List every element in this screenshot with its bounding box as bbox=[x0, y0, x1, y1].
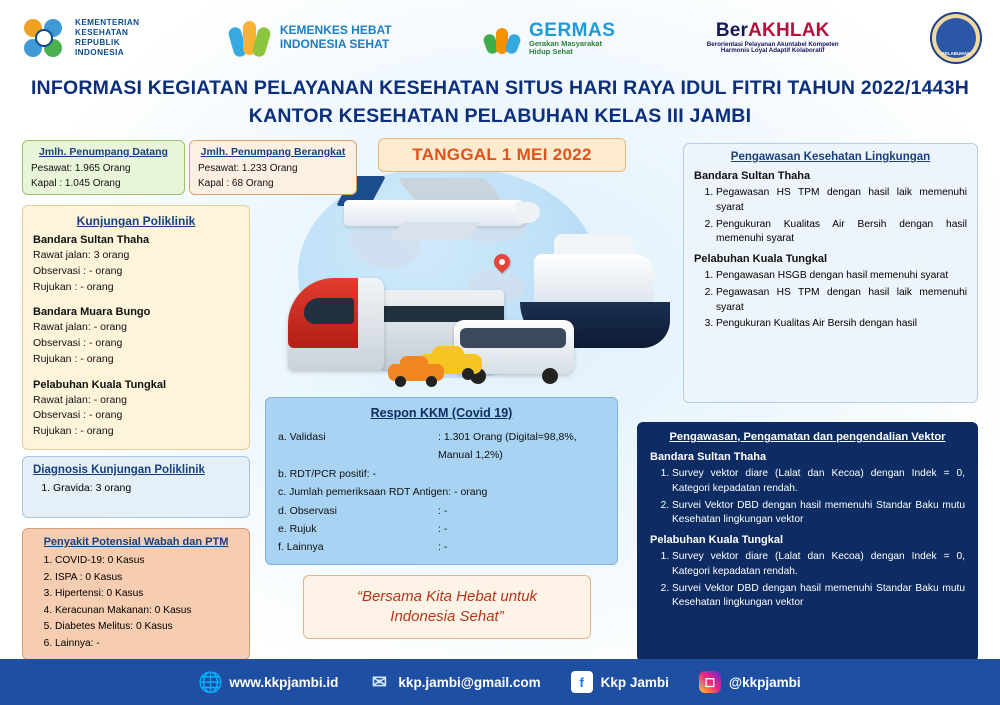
penyakit-list bbox=[33, 553, 239, 652]
logo-berakhlak bbox=[707, 21, 839, 56]
poliklinik-group-name: Bandara Muara Bungo bbox=[33, 306, 151, 319]
list-item: 2. Pengukuran Kualitas Air Bersih dengan hasil memenuhi syarat bbox=[716, 218, 967, 248]
germas-icon bbox=[483, 20, 523, 56]
poliklinik-group-name: Pelabuhan Kuala Tungkal bbox=[33, 378, 167, 391]
footer-facebook-label: Kkp Jambi bbox=[600, 674, 669, 690]
poliklinik-title: Kunjungan Poliklinik bbox=[76, 214, 196, 228]
berakhlak-sub1: Berorientasi Pelayanan Akuntabel Kompeten bbox=[706, 40, 839, 48]
logo-bar bbox=[0, 0, 1000, 72]
kemenkes-icon bbox=[22, 15, 68, 61]
respon-value: : 1.301 Orang (Digital=98,8%, Manual 1,2%) bbox=[438, 431, 577, 462]
card-pengendalian-vektor bbox=[637, 422, 978, 662]
poliklinik-group-name: Bandara Sultan Thaha bbox=[33, 234, 150, 246]
card-penumpang-berangkat bbox=[189, 140, 357, 195]
list-item: 1. Survey vektor diare (Lalat dan Kecoa) dengan Indek = 0, Kategori kepadatan rendah. bbox=[672, 550, 965, 580]
logo-kemenkes bbox=[22, 15, 139, 61]
diagnosis-title: Diagnosis Kunjungan Poliklinik bbox=[33, 464, 205, 476]
penumpang-datang-pesawat: Pesawat: 1.965 Orang bbox=[31, 163, 131, 174]
lingkungan-list bbox=[694, 269, 967, 332]
list-item: 1. Pegawasan HS TPM dengan hasil laik memenuhi syarat bbox=[716, 186, 967, 216]
respon-value: : - bbox=[438, 541, 448, 554]
respon-title: Respon KKM (Covid 19) bbox=[370, 406, 513, 420]
poliklinik-line: Rawat jalan: - orang bbox=[33, 321, 127, 334]
list-item: 3. Hipertensi: 0 Kasus bbox=[55, 586, 239, 603]
respon-label: d. Observasi bbox=[278, 504, 337, 517]
footer-instagram-label: @kkpjambi bbox=[728, 674, 801, 690]
card-respon-kkm bbox=[265, 397, 618, 565]
respon-value: : - bbox=[438, 504, 448, 517]
date-banner bbox=[378, 138, 626, 172]
lingkungan-title: Pengawasan Kesehatan Lingkungan bbox=[730, 151, 931, 163]
logo-kemenkes-hebat bbox=[231, 17, 392, 59]
poliklinik-line: Rawat jalan: - orang bbox=[33, 393, 127, 406]
poliklinik-line: Rujukan : - orang bbox=[33, 280, 114, 293]
poliklinik-line: Rawat jalan: 3 orang bbox=[33, 249, 130, 261]
vektor-title: Pengawasan, Pengamatan dan pengendalian Vektor bbox=[669, 431, 946, 443]
respon-row bbox=[278, 483, 605, 501]
poliklinik-line: Rujukan : - orang bbox=[33, 425, 114, 437]
kemenkes-hebat-label: KEMENKES HEBAT INDONESIA SEHAT bbox=[279, 23, 392, 51]
list-item: 1. COVID-19: 0 Kasus bbox=[55, 553, 239, 570]
diagnosis-list bbox=[33, 482, 239, 494]
page-title bbox=[0, 74, 1000, 131]
instagram-icon: ◻ bbox=[699, 671, 721, 693]
list-item: 1. Gravida: 3 orang bbox=[53, 482, 239, 494]
penumpang-datang-title: Jmlh. Penumpang Datang bbox=[39, 146, 168, 158]
vektor-list bbox=[650, 467, 965, 528]
list-item: 5. Diabetes Melitus: 0 Kasus bbox=[55, 619, 239, 636]
lingkungan-group-name: Bandara Sultan Thaha bbox=[694, 170, 811, 182]
respon-label: c. Jumlah pemeriksaan RDT Antigen: - orang bbox=[278, 486, 488, 499]
poliklinik-line: Observasi : - orang bbox=[33, 337, 123, 349]
quote-line-1: “Bersama Kita Hebat untuk bbox=[356, 587, 538, 605]
list-item: 2. ISPA : 0 Kasus bbox=[55, 570, 239, 587]
card-diagnosis bbox=[22, 456, 250, 518]
facebook-icon: f bbox=[571, 671, 593, 693]
penyakit-title: Penyakit Potensial Wabah dan PTM bbox=[43, 536, 229, 548]
respon-row bbox=[278, 465, 605, 483]
footer-bar bbox=[0, 659, 1000, 705]
footer-website-label: www.kkpjambi.id bbox=[229, 674, 339, 690]
penumpang-datang-kapal: Kapal : 1.045 Orang bbox=[31, 177, 121, 189]
poliklinik-line: Observasi : - orang bbox=[33, 409, 123, 422]
list-item: 3. Pengukuran Kualitas Air Bersih dengan hasil bbox=[716, 317, 967, 332]
airplane-graphic bbox=[344, 172, 534, 250]
logo-germas bbox=[483, 20, 615, 56]
respon-label: e. Rujuk bbox=[278, 522, 317, 535]
title-line-2: KANTOR KESEHATAN PELABUHAN KELAS III JAMBI bbox=[248, 105, 752, 128]
globe-icon: 🌐 bbox=[197, 671, 223, 694]
kemenkes-label: KEMENTERIAN KESEHATAN REPUBLIK INDONESIA bbox=[75, 17, 140, 58]
card-kunjungan-poliklinik bbox=[22, 205, 250, 450]
respon-label: f. Lainnya bbox=[278, 541, 324, 554]
penumpang-berangkat-title: Jmlh. Penumpang Berangkat bbox=[200, 146, 346, 158]
footer-website[interactable] bbox=[199, 671, 338, 693]
respon-row bbox=[278, 502, 605, 520]
list-item: 6. Lainnya: - bbox=[55, 636, 239, 653]
card-pengawasan-lingkungan bbox=[683, 143, 978, 403]
vektor-group-name: Pelabuhan Kuala Tungkal bbox=[650, 534, 784, 547]
list-item: 4. Keracunan Makanan: 0 Kasus bbox=[55, 603, 239, 620]
list-item: 2. Survei Vektor DBD dengan hasil memenuhi Standar Baku mutu Kesehatan lingkungan vektor bbox=[672, 582, 965, 612]
penumpang-berangkat-pesawat: Pesawat: 1.233 Orang bbox=[198, 163, 298, 174]
list-item: 1. Pengawasan HSGB dengan hasil memenuhi syarat bbox=[716, 269, 967, 284]
respon-value bbox=[487, 483, 605, 501]
lingkungan-list bbox=[694, 186, 967, 247]
people-icon bbox=[231, 17, 273, 59]
quote-line-2: Indonesia Sehat” bbox=[390, 608, 504, 625]
poliklinik-line: Rujukan : - orang bbox=[33, 352, 114, 365]
respon-row bbox=[278, 520, 605, 538]
mail-icon: ✉ bbox=[368, 671, 390, 693]
penumpang-berangkat-kapal: Kapal : 68 Orang bbox=[198, 177, 274, 189]
date-banner-text: TANGGAL 1 MEI 2022 bbox=[412, 145, 592, 164]
respon-row bbox=[278, 538, 605, 556]
footer-instagram[interactable] bbox=[699, 671, 801, 693]
card-penumpang-datang bbox=[22, 140, 185, 195]
card-quote bbox=[303, 575, 591, 639]
respon-row bbox=[278, 428, 605, 465]
germas-label: GERMAS Gerakan Masyarakat Hidup Sehat bbox=[529, 20, 616, 56]
kkp-jambi-logo bbox=[930, 12, 982, 64]
vektor-group-name: Bandara Sultan Thaha bbox=[650, 451, 767, 463]
footer-facebook[interactable] bbox=[571, 671, 669, 693]
kkp-logo-inner: PELABUHAN bbox=[936, 18, 976, 58]
footer-email-label: kkp.jambi@gmail.com bbox=[398, 674, 541, 690]
list-item: 2. Pegawasan HS TPM dengan hasil laik memenuhi syarat bbox=[716, 286, 967, 316]
card-penyakit-potensial bbox=[22, 528, 250, 660]
berakhlak-title: BerAKHLAK bbox=[715, 19, 830, 41]
respon-label: b. RDT/PCR positif: - bbox=[278, 467, 377, 480]
car-graphic bbox=[388, 356, 444, 386]
berakhlak-sub2: Harmonis Loyal Adaptif Kolaboratif bbox=[720, 47, 825, 55]
respon-value: : - bbox=[438, 522, 448, 535]
title-line-1: INFORMASI KEGIATAN PELAYANAN KESEHATAN SITUS HARI RAYA IDUL FITRI TAHUN 2022/1443H bbox=[30, 77, 970, 99]
footer-email[interactable] bbox=[368, 671, 540, 693]
respon-value bbox=[438, 465, 605, 483]
lingkungan-group-name: Pelabuhan Kuala Tungkal bbox=[694, 253, 828, 266]
vektor-list bbox=[650, 550, 965, 611]
list-item: 1. Survey vektor diare (Lalat dan Kecoa) dengan Indek = 0, Kategori kepadatan rendah. bbox=[672, 467, 965, 497]
poliklinik-line: Observasi : - orang bbox=[33, 264, 123, 277]
respon-label: a. Validasi bbox=[278, 431, 326, 443]
list-item: 2. Survei Vektor DBD dengan hasil memenuhi Standar Baku mutu Kesehatan lingkungan vektor bbox=[672, 499, 965, 529]
